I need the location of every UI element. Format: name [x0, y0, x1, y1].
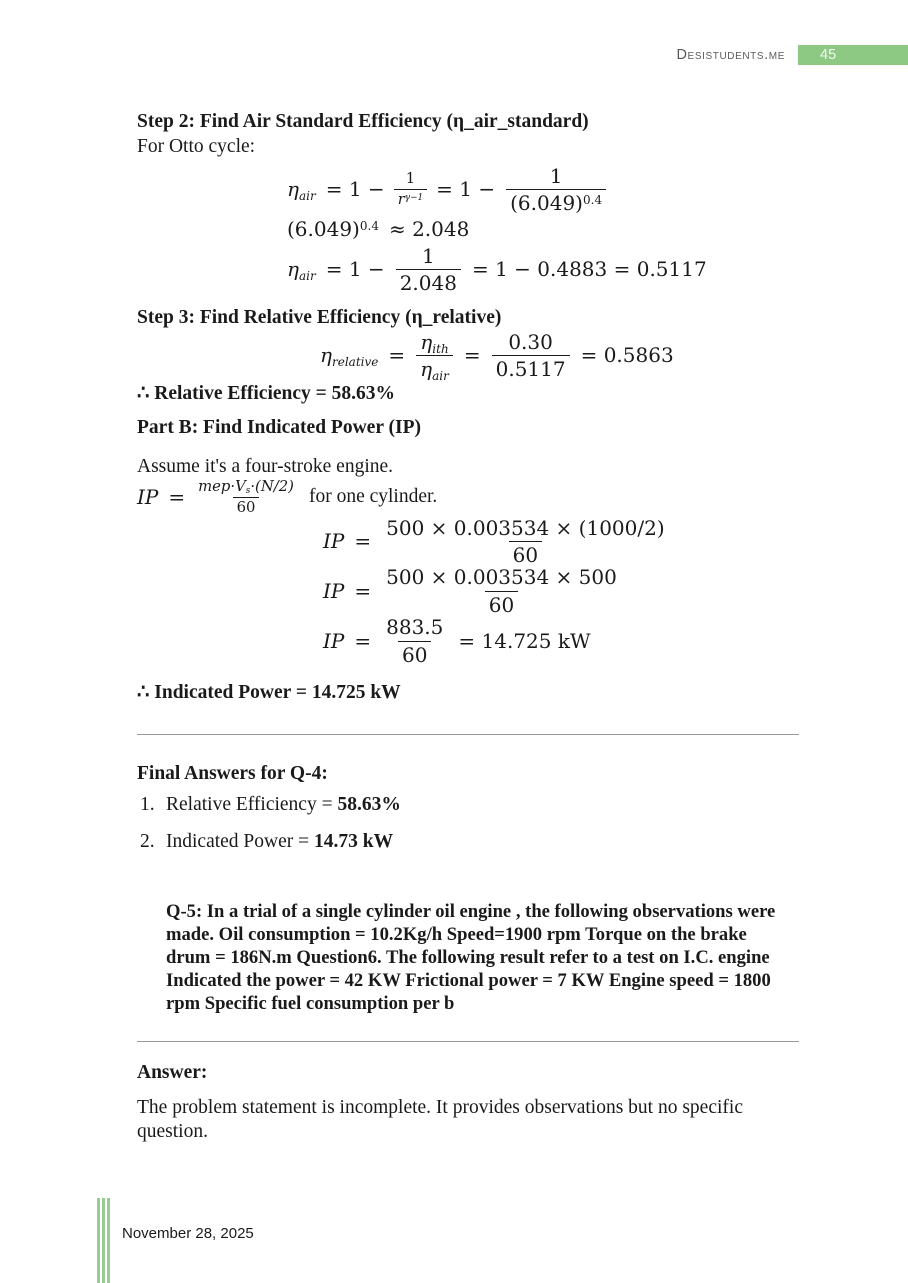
denominator: $(6.049)^{0.4}$ — [506, 189, 606, 214]
fraction-ip-step1 — [382, 517, 669, 567]
equation-result: = 1 − 0.4883 = 0.5117 — [471, 257, 707, 282]
equation-ip-step3 — [323, 616, 799, 666]
numerator: 1 — [549, 164, 563, 188]
conclusion-indicated-power: ∴ Indicated Power = 14.725 kW — [137, 682, 401, 704]
ip-term: IP — [137, 485, 159, 510]
heading-final-answers: Final Answers for Q-4: — [137, 763, 328, 785]
page-number: 45 — [820, 47, 837, 63]
equation-operator: = — [388, 343, 406, 368]
denominator: ηair — [416, 355, 453, 380]
denominator: 2.048 — [396, 269, 461, 294]
fraction-mep-vs-n2-over-60 — [194, 479, 298, 517]
fraction-one-over-2048 — [396, 245, 461, 295]
list-item-number: 2. — [140, 831, 155, 853]
equation-ip-definition — [137, 479, 799, 517]
section-divider — [137, 1041, 799, 1042]
equation-result: = 14.725 kW — [458, 628, 591, 653]
fraction-one-over-6049 — [506, 165, 606, 215]
numerator: ηith — [420, 329, 449, 356]
denominator: 0.5117 — [492, 355, 570, 380]
list-item-text: Relative Efficiency = 58.63% — [166, 794, 401, 816]
numerator: mep·Vs·(N/2) — [198, 477, 294, 497]
fraction-eta-ith-over-eta-air — [416, 331, 453, 381]
equation-ip-step1 — [323, 517, 799, 567]
numerator: 1 — [421, 243, 435, 268]
eta-air-term: ηair — [287, 177, 316, 204]
answer-body: The problem statement is incomplete. It provides observations but no specific question. — [137, 1097, 743, 1143]
equation-operator: = 1 − — [325, 257, 385, 282]
denominator: 60 — [485, 591, 518, 616]
fraction-ip-step2 — [382, 566, 621, 616]
list-item — [137, 830, 799, 854]
equation-result: = 0.5863 — [580, 343, 674, 368]
equation-air-efficiency-numeric — [287, 245, 799, 295]
ip-term: IP — [323, 578, 345, 603]
equation-operator: = — [168, 485, 186, 510]
denominator: $r^{\gamma-1}$ — [394, 189, 427, 209]
ip-term: IP — [323, 529, 345, 554]
equation-block-indicated-power — [323, 517, 799, 666]
denominator: 60 — [509, 541, 542, 566]
power-term: $(6.049)^{0.4}$ — [287, 217, 379, 242]
eta-air-term: ηair — [287, 257, 316, 283]
final-answers-list — [137, 793, 799, 854]
otto-cycle-line: For Otto cycle: — [137, 136, 256, 157]
fraction-ip-step3 — [382, 616, 447, 666]
list-item-number: 1. — [140, 794, 155, 816]
ip-term: IP — [323, 628, 345, 653]
fraction-one-over-r — [394, 171, 427, 209]
equation-operator: = — [354, 578, 372, 603]
equation-block-air-standard — [287, 165, 799, 295]
equation-operator: = — [354, 628, 372, 653]
section-divider — [137, 734, 799, 735]
header-site-name: Desistudents.me — [676, 47, 785, 63]
fraction-030-over-05117 — [492, 331, 570, 381]
heading-step2: Step 2: Find Air Standard Efficiency (η_air_standard) — [137, 111, 589, 132]
list-item — [137, 793, 799, 817]
equation-operator: = 1 − — [325, 177, 385, 202]
ip-definition-suffix: for one cylinder. — [308, 486, 438, 508]
equation-operator: = — [463, 343, 481, 368]
numerator: 500 × 0.003534 × (1000/2) — [386, 515, 665, 540]
heading-answer: Answer: — [137, 1062, 208, 1084]
heading-step3: Step 3: Find Relative Efficiency (η_relative) — [137, 306, 502, 328]
equation-ip-step2 — [323, 566, 799, 616]
list-item-text: Indicated Power = 14.73 kW — [166, 831, 394, 853]
page-number-badge — [798, 45, 908, 65]
heading-part-b: Part B: Find Indicated Power (IP) — [137, 416, 421, 438]
numerator: 500 × 0.003534 × 500 — [386, 565, 617, 590]
denominator: 60 — [233, 497, 260, 517]
green-bar — [97, 1198, 100, 1283]
equation-relative-efficiency — [320, 331, 799, 381]
equation-operator: = 1 − — [436, 177, 496, 202]
approximation-result: ≈ 2.048 — [388, 217, 470, 242]
equation-air-efficiency-symbolic — [287, 165, 799, 215]
eta-relative-term: ηrelative — [320, 343, 379, 369]
question-q5-text: Q-5: In a trial of a single cylinder oil engine , the following observations were made. Oil consumption = 10.2Kg/h Speed=1900 rpm Torque on the brake drum = 186N.m Question6. The following result refer to a test on I.C. engine Indicated the power = 42 KW Frictional power = 7 KW Engine speed = 1800 rpm Specific fuel consumption per b — [166, 901, 776, 1015]
footer-decoration-bars — [97, 1198, 112, 1283]
assume-line: Assume it's a four-stroke engine. — [137, 455, 394, 477]
equation-power-approximation — [287, 216, 799, 244]
numerator: 0.30 — [508, 329, 553, 354]
document-body — [137, 111, 799, 1144]
numerator: 883.5 — [386, 615, 444, 640]
equation-operator: = — [354, 529, 372, 554]
denominator: 60 — [398, 641, 431, 666]
conclusion-relative-efficiency: ∴ Relative Efficiency = 58.63% — [137, 382, 396, 404]
footer-date: November 28, 2025 — [122, 1225, 254, 1242]
green-bar — [107, 1198, 110, 1283]
numerator: 1 — [405, 169, 416, 187]
green-bar — [102, 1198, 105, 1283]
